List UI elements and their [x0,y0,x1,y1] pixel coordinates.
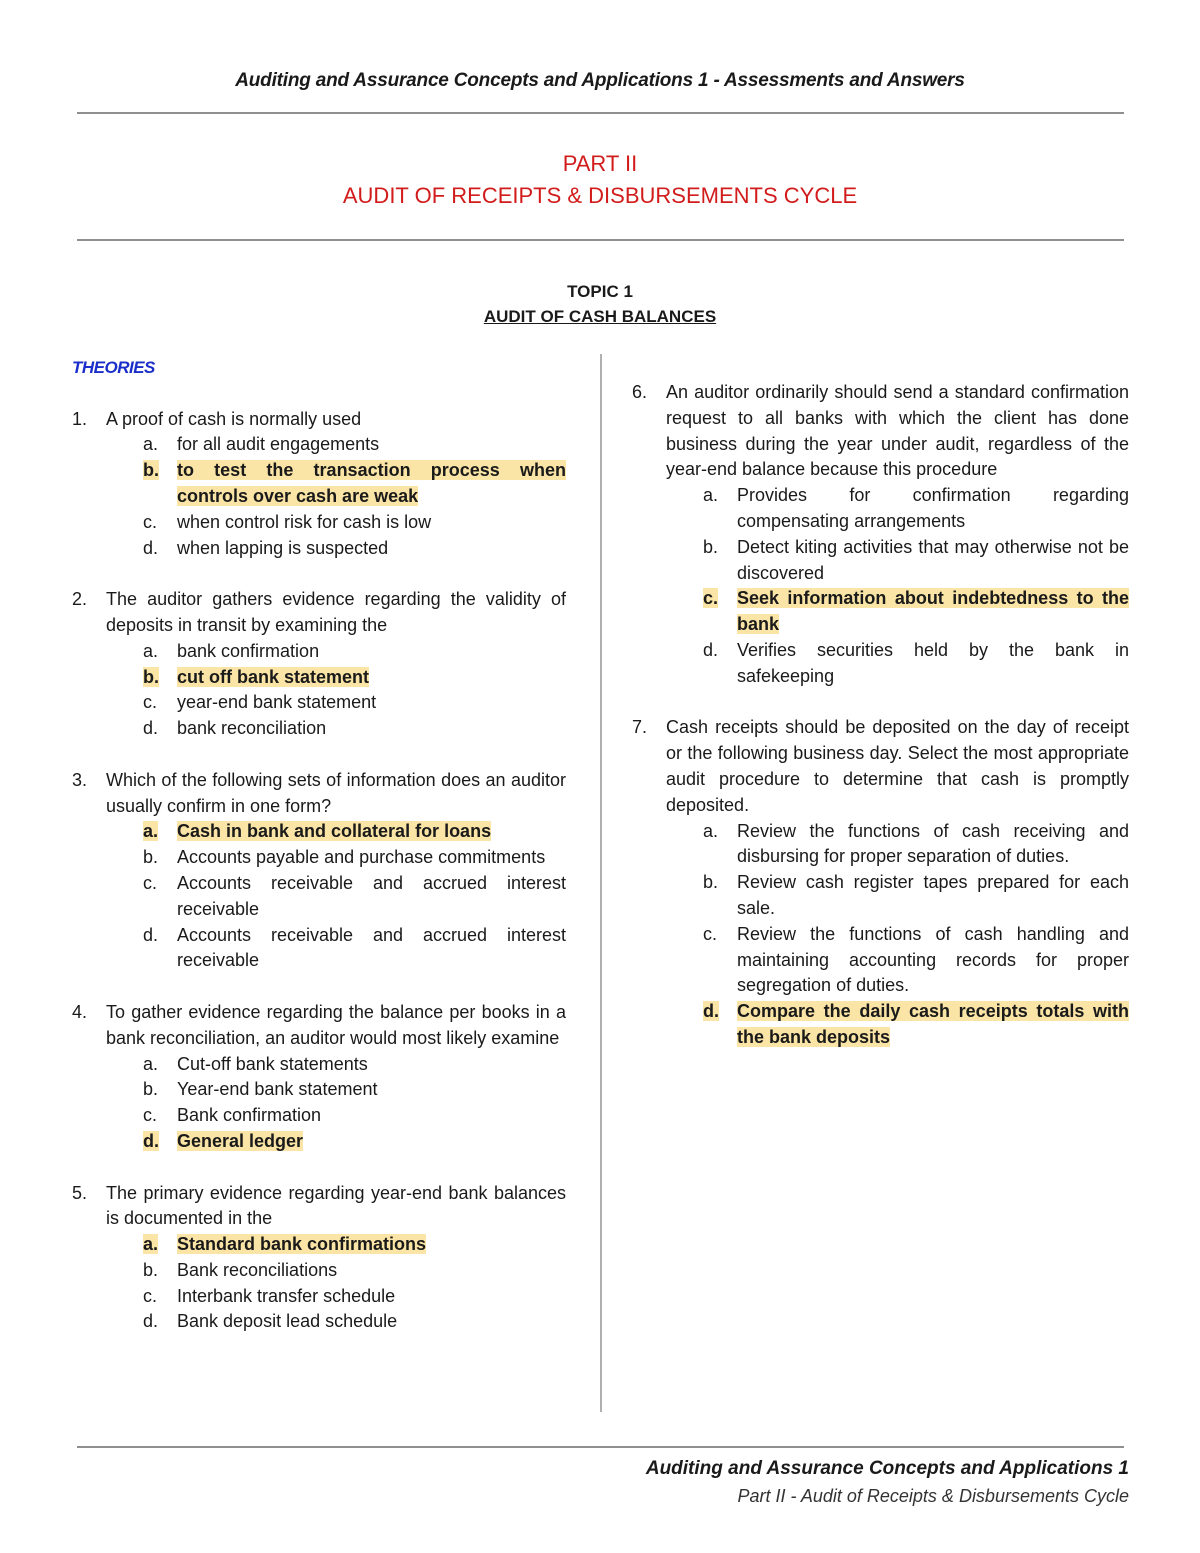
question-number: 2. [72,589,88,610]
question-6 [632,380,1129,690]
question-7 [632,715,1129,1050]
question-number: 1. [72,408,88,429]
question-number: 3. [72,769,88,790]
footer-rule [77,1446,1124,1448]
option-b-correct-answer: b. cut off bank statement [143,666,370,687]
right-column [632,380,1129,1077]
option-b: b. Detect kiting activities that may otherwise not be discovered [703,536,1129,583]
question-number: 4. [72,1001,88,1022]
question-number: 5. [72,1182,88,1203]
option-d: d. bank reconciliation [143,718,327,739]
part-number: PART II [562,151,638,176]
option-c: c. Review the functions of cash handling and maintaining accounting records for proper segregation of duties. [703,923,1129,996]
option-d: d. Bank deposit lead schedule [143,1311,398,1332]
option-d: d. when lapping is suspected [143,537,389,558]
option-a-correct-answer: a. Cash in bank and collateral for loans [143,821,492,842]
option-b: b. Bank reconciliations [143,1259,338,1280]
question-1 [72,407,566,562]
left-column [72,355,566,1361]
question-2 [72,587,566,742]
option-d: d. Verifies securities held by the bank in safekeeping [703,639,1129,686]
option-d-correct-answer: d. General ledger [143,1130,304,1151]
option-a: a. for all audit engagements [143,434,380,455]
question-text: The auditor gathers evidence regarding the validity of deposits in transit by examining the [106,589,566,635]
option-c: c. Interbank transfer schedule [143,1285,396,1306]
question-text: To gather evidence regarding the balance per books in a bank reconciliation, an auditor would most likely examine [106,1001,566,1048]
option-d: d. Accounts receivable and accrued interest receivable [143,924,566,971]
topic-title: AUDIT OF CASH BALANCES [483,307,717,326]
option-a: a. Cut-off bank statements [143,1053,368,1074]
section-label: THEORIES [72,358,155,377]
option-c-correct-answer: c. Seek information about indebtedness to the bank [703,588,1129,635]
header-rule [77,112,1124,114]
question-text: An auditor ordinarily should send a standard confirmation request to all banks with which the client has done business during the year under audit, regardless of the year-end balance because this procedure [666,382,1129,480]
part-title [0,148,1200,212]
column-divider [600,354,602,1412]
question-number: 6. [632,382,648,402]
question-text: Cash receipts should be deposited on the day of receipt or the following business day. Select the most appropriate audit procedure to determine that cash is promptly deposited. [666,717,1129,815]
option-a: a. Review the functions of cash receiving and disbursing for proper separation of duties. [703,820,1129,867]
option-b: b. Year-end bank statement [143,1079,378,1100]
option-c: c. Bank confirmation [143,1105,322,1126]
question-5 [72,1181,566,1336]
option-c: c. year-end bank statement [143,692,377,713]
part-name: AUDIT OF RECEIPTS & DISBURSEMENTS CYCLE [342,183,858,208]
footer-course-title: Auditing and Assurance Concepts and Applications 1 [645,1458,1129,1479]
question-4 [72,1000,566,1155]
option-a: a. bank confirmation [143,640,320,661]
topic-number: TOPIC 1 [567,282,633,301]
option-a-correct-answer: a. Standard bank confirmations [143,1234,427,1255]
option-c: c. when control risk for cash is low [143,511,432,532]
footer-part-title: Part II - Audit of Receipts & Disbursements Cycle [737,1486,1129,1506]
question-text: Which of the following sets of information does an auditor usually confirm in one form? [106,769,566,816]
question-number: 7. [632,717,648,738]
part-rule [77,239,1124,241]
option-b-correct-answer: b. to test the transaction process when controls over cash are weak [143,460,566,506]
option-a: a. Provides for confirmation regarding compensating arrangements [703,485,1129,531]
question-3 [72,768,566,974]
page-header: Auditing and Assurance Concepts and Applications 1 - Assessments and Answers [235,70,965,91]
question-text: A proof of cash is normally used [106,408,362,429]
topic-heading [0,279,1200,329]
option-b: b. Accounts payable and purchase commitments [143,847,546,868]
option-c: c. Accounts receivable and accrued interest receivable [143,872,566,919]
option-d-correct-answer: d. Compare the daily cash receipts totals with the bank deposits [703,1001,1129,1047]
option-b: b. Review cash register tapes prepared for each sale. [703,872,1129,918]
question-text: The primary evidence regarding year-end bank balances is documented in the [106,1182,566,1229]
